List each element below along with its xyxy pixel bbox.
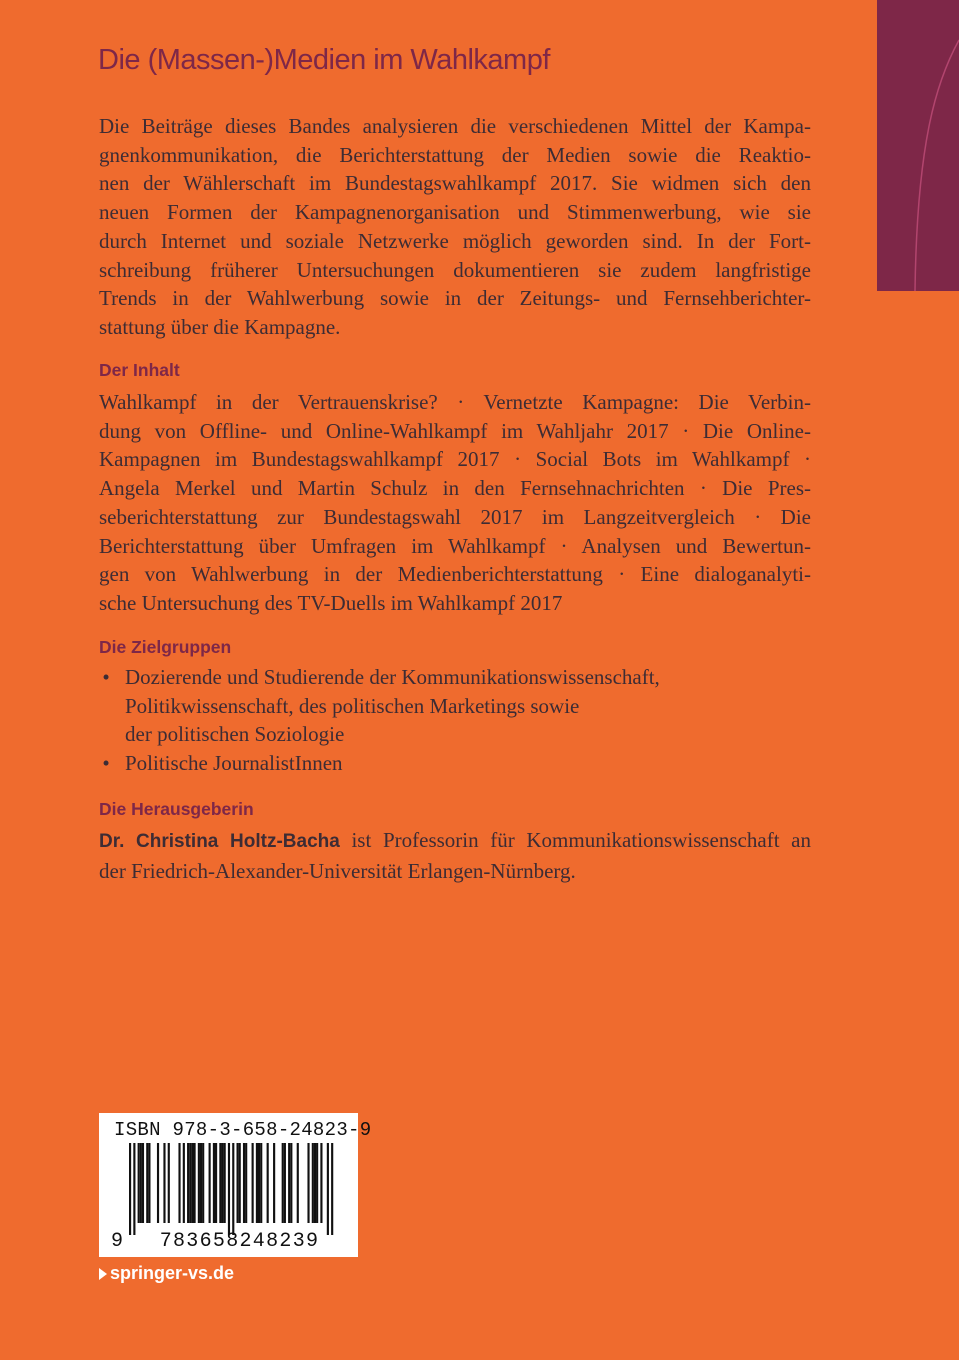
- barcode-bar: [183, 1143, 185, 1223]
- barcode-bar: [256, 1143, 258, 1223]
- barcode-bar: [129, 1143, 131, 1235]
- barcode-bar: [282, 1143, 284, 1223]
- barcode-bar: [215, 1143, 217, 1223]
- audience-heading: Die Zielgruppen: [99, 637, 232, 657]
- intro-line: stattung über die Kampagne.: [99, 314, 341, 339]
- barcode-bar: [312, 1143, 314, 1223]
- audience-list: [99, 663, 819, 778]
- intro-line: Die Beiträge dieses Bandes analysieren die verschiedenen Mittel der Kampa-: [99, 114, 811, 138]
- contents-line: dung von Offline- und Online-Wahlkampf im Wahljahr 2017 · Die Online-: [99, 418, 811, 443]
- intro-paragraph: [99, 112, 811, 342]
- barcode-bar: [148, 1143, 150, 1223]
- barcode-bar: [178, 1143, 180, 1223]
- barcode-bar: [187, 1143, 189, 1223]
- barcode-bar: [202, 1143, 204, 1223]
- barcode-bar: [157, 1143, 159, 1223]
- contents-line: Berichterstattung über Umfragen im Wahlkampf · Analysen und Bewertun-: [99, 533, 811, 558]
- publisher-website-link[interactable]: [99, 1263, 234, 1284]
- book-title: Die (Massen-)Medien im Wahlkampf: [98, 44, 550, 76]
- editor-line-1-rest: ist Professorin für Kommunikationswissenschaft an: [339, 828, 811, 852]
- barcode-bar: [258, 1143, 260, 1223]
- barcode-bar: [290, 1143, 292, 1223]
- isbn-barcode: [99, 1113, 372, 1257]
- barcode-bar: [243, 1143, 245, 1223]
- ean-digits: 783658248239: [159, 1230, 320, 1253]
- barcode-bar: [213, 1143, 215, 1223]
- intro-line: nen der Wählerschaft im Bundestagswahlkampf 2017. Sie widmen sich den: [99, 171, 811, 196]
- barcode-bar: [189, 1143, 191, 1223]
- intro-line: Trends in der Wahlwerbung sowie in der Zeitungs- und Fernsehberichter-: [99, 286, 811, 311]
- barcode-bar: [273, 1143, 275, 1223]
- barcode-bar: [209, 1143, 211, 1223]
- barcode-bar: [252, 1143, 254, 1223]
- barcode-bar: [297, 1143, 299, 1223]
- barcode-bar: [146, 1143, 148, 1223]
- editor-name: Dr. Christina Holtz-Bacha: [99, 831, 340, 852]
- isbn-label: ISBN 978-3-658-24823-9: [114, 1119, 372, 1141]
- audience-item: [99, 749, 819, 778]
- barcode-bar: [142, 1143, 144, 1223]
- barcode-bar: [133, 1143, 135, 1235]
- contents-line: Kampagnen im Bundestagswahlkampf 2017 · Social Bots im Wahlkampf ·: [99, 447, 811, 472]
- intro-line: gnenkommunikation, die Berichterstattung der Medien sowie die Reaktio-: [99, 142, 811, 167]
- barcode-bar: [288, 1143, 290, 1223]
- barcode-bar: [284, 1143, 286, 1223]
- barcode-bar: [224, 1143, 226, 1223]
- barcode-bar: [219, 1143, 221, 1223]
- contents-heading: Der Inhalt: [99, 360, 180, 380]
- intro-line: durch Internet und soziale Netzwerke möglich geworden sind. In der Fort-: [99, 228, 811, 253]
- intro-line: neuen Formen der Kampagnenorganisation und Stimmenwerbung, wie sie: [99, 200, 811, 225]
- barcode-bar: [191, 1143, 193, 1223]
- editor-line-1: [99, 826, 811, 857]
- audience-item-line: Dozierende und Studierende der Kommunikationswissenschaft,: [125, 665, 660, 689]
- barcode-bar: [267, 1143, 269, 1223]
- barcode-bar: [228, 1143, 230, 1235]
- intro-line: schreibung früherer Untersuchungen dokumentieren sie zudem langfristige: [99, 257, 811, 282]
- contents-line: seberichterstattung zur Bundestagswahl 2017 im Langzeitvergleich · Die: [99, 504, 811, 529]
- publisher-website-text: springer-vs.de: [110, 1263, 235, 1283]
- ean-first-digit: 9: [111, 1230, 124, 1253]
- barcode-bar: [168, 1143, 170, 1223]
- bullet-icon: •: [102, 751, 110, 776]
- corner-arc-decoration: [877, 0, 959, 291]
- contents-line: sche Untersuchung des TV-Duells im Wahlkampf 2017: [99, 590, 563, 615]
- contents-paragraph: [99, 388, 811, 618]
- barcode-bar: [232, 1143, 234, 1235]
- audience-item-line: Politikwissenschaft, des politischen Marketings sowie: [125, 693, 580, 718]
- barcode-bar: [316, 1143, 318, 1223]
- barcode-bar: [245, 1143, 247, 1223]
- barcode-bar: [314, 1143, 316, 1223]
- play-arrow-icon: [99, 1268, 107, 1280]
- editor-heading: Die Herausgeberin: [99, 799, 254, 819]
- barcode-bar: [198, 1143, 200, 1223]
- contents-line: Wahlkampf in der Vertrauenskrise? · Vernetzte Kampagne: Die Verbin-: [99, 390, 811, 414]
- barcode-bar: [327, 1143, 329, 1235]
- editor-paragraph: [99, 826, 811, 885]
- barcode-bar: [331, 1143, 333, 1235]
- audience-item: [99, 663, 819, 749]
- barcode-bar: [163, 1143, 165, 1223]
- barcode-bar: [320, 1143, 322, 1223]
- barcode-bar: [237, 1143, 239, 1223]
- barcode-bar: [221, 1143, 223, 1223]
- contents-line: Angela Merkel und Martin Schulz in den Fernsehnachrichten · Die Pres-: [99, 476, 811, 501]
- bullet-icon: •: [102, 665, 110, 689]
- audience-item-line: Politische JournalistInnen: [125, 751, 343, 776]
- barcode-bar: [138, 1143, 140, 1223]
- barcode-bar: [140, 1143, 142, 1223]
- barcode-bar: [200, 1143, 202, 1223]
- editor-line-2: der Friedrich-Alexander-Universität Erlangen-Nürnberg.: [99, 858, 576, 883]
- barcode-bar: [194, 1143, 196, 1223]
- barcode-bar: [239, 1143, 241, 1223]
- barcode-bar: [307, 1143, 309, 1223]
- barcode-bar: [260, 1143, 262, 1223]
- audience-item-line: der politischen Soziologie: [125, 722, 345, 747]
- corner-accent-band: [877, 0, 959, 291]
- contents-line: gen von Wahlwerbung in der Medienberichterstattung · Eine dialoganalyti-: [99, 562, 811, 587]
